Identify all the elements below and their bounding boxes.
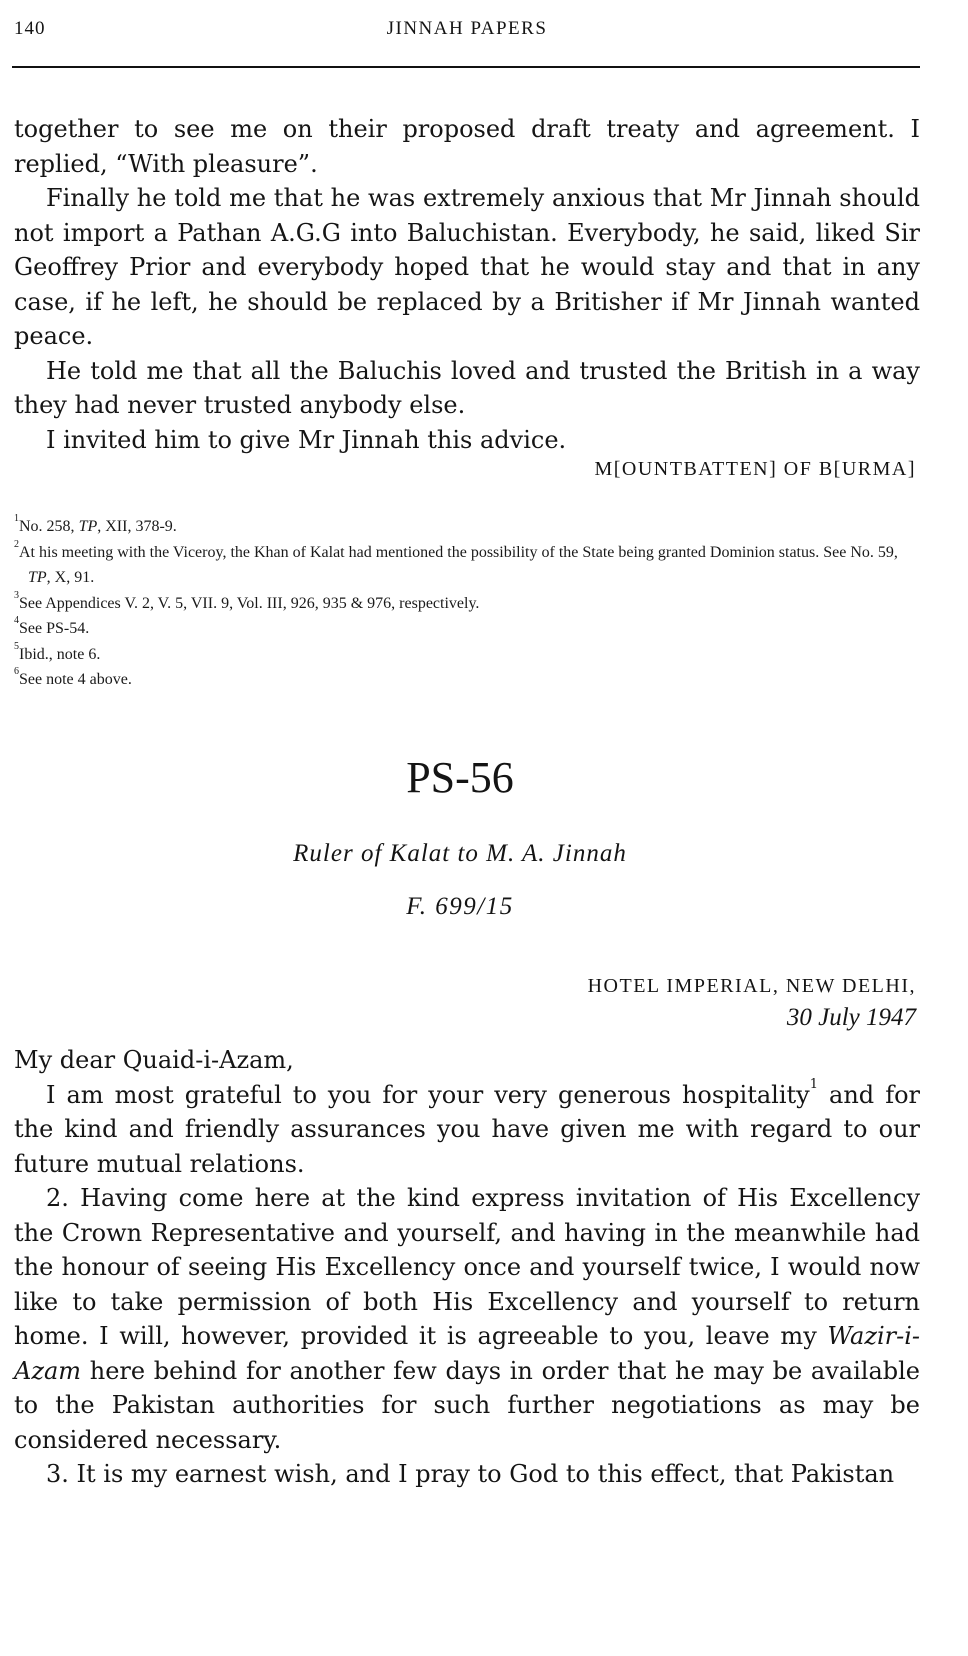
document-number: PS-56 <box>406 753 514 802</box>
footnote: $^2$At his meeting with the Viceroy, the Khan of Kalat had mentioned the possibility of the State being granted Dominion status. See No. 59, TP, X, 91. <box>14 538 898 586</box>
footnote-number: 4 <box>14 615 19 626</box>
footnote-number: 5 <box>14 640 19 652</box>
page-number: 140 <box>14 18 46 39</box>
footnote: $^3$See Appendices V. 2, V. 5, VII. 9, Vol. III, 926, 935 & 976, respectively. <box>14 589 480 612</box>
letter-date: 30 July 1947 <box>786 1004 916 1031</box>
footnote-number: 1 <box>14 513 19 524</box>
document-heading: Ruler of Kalat to M. A. Jinnah <box>293 840 627 867</box>
footnote-ref: 1 <box>809 1076 819 1092</box>
footnote-number: 3 <box>14 589 19 601</box>
salutation: My dear Quaid-i-Azam, <box>14 1046 294 1074</box>
letter-address: HOTEL IMPERIAL, NEW DELHI, <box>587 975 916 997</box>
footnote-number: 2 <box>14 538 19 550</box>
footnote: $^4$See PS-54. <box>14 615 90 637</box>
emphasis-term: Wazir-i-Azam <box>14 1322 920 1385</box>
continued-letter-text <box>14 112 920 457</box>
paragraph: I invited him to give Mr Jinnah this advice. <box>46 425 567 454</box>
paragraph: together to see me on their proposed draft treaty and agreement. I replied, “With pleasure”. <box>14 115 920 178</box>
letter-body <box>14 1043 920 1492</box>
footnote: $^6$See note 4 above. <box>14 666 132 688</box>
paragraph: He told me that all the Baluchis loved and trusted the British in a way they had never trusted anybody else. <box>14 356 920 419</box>
paragraph: Finally he told me that he was extremely anxious that Mr Jinnah should not import a Pathan A.G.G into Baluchistan. Everybody, he said, liked Sir Geoffrey Prior and everybody hoped that he would stay and that in any case, if he left, he should be replaced by a Britisher if Mr Jinnah wanted peace. <box>14 184 920 350</box>
header-rule <box>12 66 920 68</box>
paragraph: I am most grateful to you for your very generous hospitality$^1$ and for the kind and friendly assurances you have given me with regard to our future mutual relations. <box>14 1076 920 1178</box>
running-header <box>14 18 920 48</box>
running-title: JINNAH PAPERS <box>386 18 548 39</box>
footnote: $^5$Ibid., note 6. <box>14 640 101 663</box>
paragraph: 3. It is my earnest wish, and I pray to God to this effect, that Pakistan <box>46 1460 895 1488</box>
paragraph: 2. Having come here at the kind express invitation of His Excellency the Crown Representative and yourself, and having in the meanwhile had the honour of seeing His Excellency once and yourself twice, I would now like to take permission of both His Excellency and yourself to return home. I will, however, provided it is agreeable to you, leave my Wazir-i-Azam here behind for another few days in order that he may be available to the Pakistan authorities for such further negotiations as may be considered necessary. <box>14 1184 920 1454</box>
footnote: $^1$No. 258, TP, XII, 378-9. <box>14 513 177 535</box>
footnote-number: 6 <box>14 666 19 677</box>
signature-line: M[OUNTBATTEN] OF B[URMA] <box>594 458 916 480</box>
file-reference: F. 699/15 <box>406 893 514 920</box>
footnotes <box>14 514 920 693</box>
